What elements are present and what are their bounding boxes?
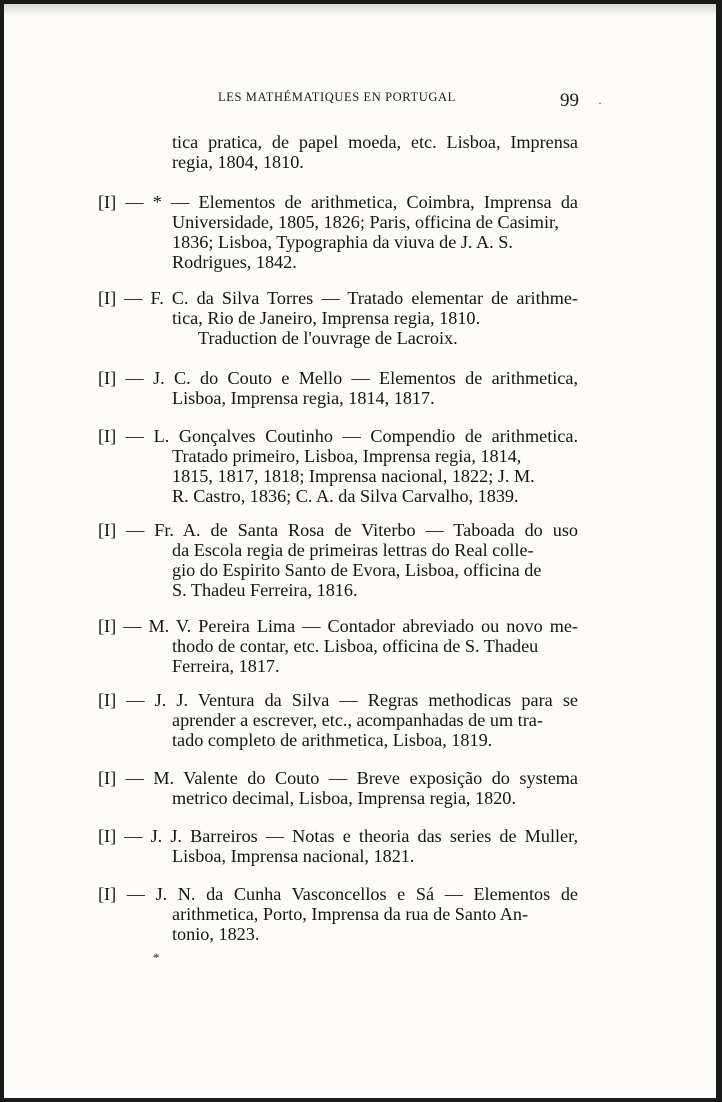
page-edge-shadow [4,4,716,16]
bibliography-entry [98,288,578,348]
page-number: 99 [560,90,579,111]
entry-line: [I] — J. N. da Cunha Vasconcellos e Sá — Elementos de [98,884,578,904]
entry-line: [I] — J. J. Barreiros — Notas e theoria das series de Muller, [98,826,578,846]
entry-line: [I] — * — Elementos de arithmetica, Coimbra, Imprensa da [98,192,578,212]
book-page [4,4,716,1098]
entry-line: gio do Espirito Santo de Evora, Lisboa, officina de [172,560,542,580]
bibliography-entry [98,132,578,172]
entry-line: [I] — M. Valente do Couto — Breve exposição do systema [98,768,578,788]
entry-line: S. Thadeu Ferreira, 1816. [172,580,358,600]
bibliography-entry [98,368,578,408]
entry-line: tado completo de arithmetica, Lisboa, 1819. [172,730,493,750]
entry-line: [I] — M. V. Pereira Lima — Contador abreviado ou novo me- [98,616,578,636]
entry-line: thodo de contar, etc. Lisboa, officina de S. Thadeu [172,636,539,656]
entry-line: aprender a escrever, etc., acompanhadas de um tra- [172,710,543,730]
entry-line: [I] — J. J. Ventura da Silva — Regras methodicas para se [98,690,578,710]
running-head: LES MATHÉMATIQUES EN PORTUGAL [218,90,456,104]
entry-line: tica pratica, de papel moeda, etc. Lisboa, Imprensa [172,132,578,152]
bibliography-entry [98,192,578,272]
bibliography-entry [98,768,578,808]
entry-line: tonio, 1823. [172,924,260,944]
entry-line: Rodrigues, 1842. [172,252,297,272]
bibliography-entry [98,426,578,506]
entry-line: Universidade, 1805, 1826; Paris, officina de Casimir, [172,212,559,232]
bibliography-entry [98,520,578,600]
bibliography-entry [98,616,578,676]
entry-line: metrico decimal, Lisboa, Imprensa regia, 1820. [172,788,516,808]
entry-line: regia, 1804, 1810. [172,152,304,172]
entry-line: [I] — F. C. da Silva Torres — Tratado elementar de arithme- [98,288,578,308]
entry-line: da Escola regia de primeiras lettras do Real colle- [172,540,534,560]
entry-line: 1836; Lisboa, Typographia da viuva de J. A. S. [172,232,513,252]
entry-line: [I] — L. Gonçalves Coutinho — Compendio de arithmetica. [98,426,578,446]
bibliography-entry [98,690,578,750]
entry-line: Ferreira, 1817. [172,656,280,676]
entry-line: R. Castro, 1836; C. A. da Silva Carvalho, 1839. [172,486,519,506]
entry-line: Tratado primeiro, Lisboa, Imprensa regia, 1814, [172,446,522,466]
entry-line: arithmetica, Porto, Imprensa da rua de Santo An- [172,904,529,924]
entry-line: [I] — Fr. A. de Santa Rosa de Viterbo — Taboada do uso [98,520,578,540]
entry-line: tica, Rio de Janeiro, Imprensa regia, 1810. [172,308,481,328]
bibliography-entry [98,826,578,866]
star-mark: * [153,950,160,965]
entry-line: Traduction de l'ouvrage de Lacroix. [198,328,458,348]
bibliography-entry [98,884,578,944]
entry-line: [I] — J. C. do Couto e Mello — Elementos de arithmetica, [98,368,578,388]
margin-mark: · [598,96,602,110]
entry-line: 1815, 1817, 1818; Imprensa nacional, 1822; J. M. [172,466,535,486]
entry-line: Lisboa, Imprensa nacional, 1821. [172,846,415,866]
entry-line: Lisboa, Imprensa regia, 1814, 1817. [172,388,435,408]
